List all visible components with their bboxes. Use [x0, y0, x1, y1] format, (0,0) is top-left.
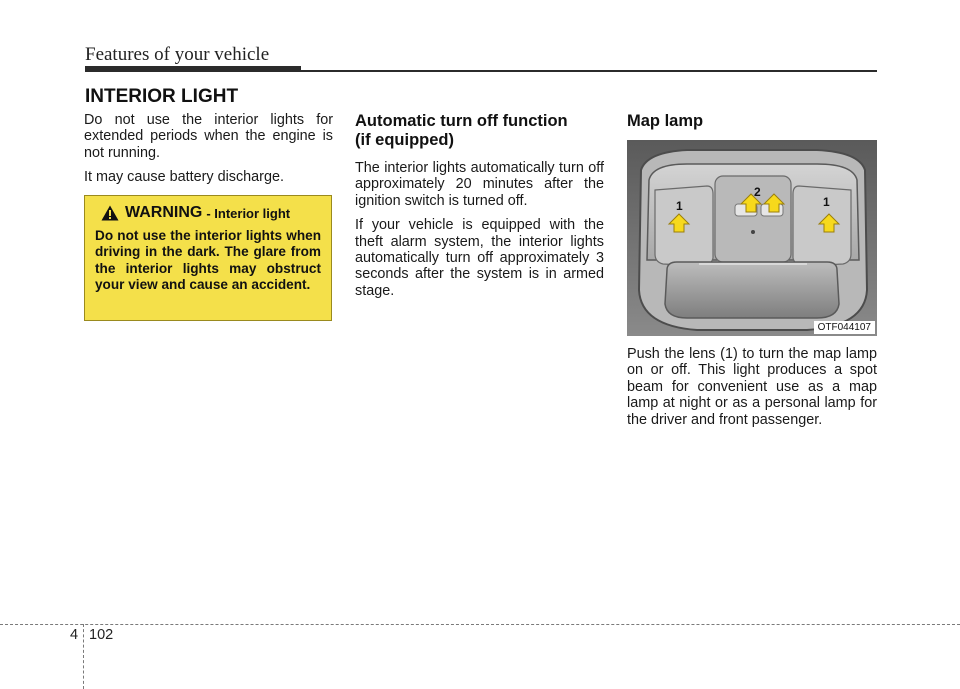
footer-divider — [0, 624, 960, 625]
auto-off-title-line1: Automatic turn off function — [355, 112, 568, 130]
callout-1-right: 1 — [823, 195, 830, 209]
header-bar-thick — [85, 66, 301, 72]
page-number: 102 — [89, 627, 114, 643]
auto-off-title-line2: (if equipped) — [355, 131, 454, 149]
map-lamp-illustration — [627, 140, 877, 336]
footer-vertical-divider — [83, 624, 84, 689]
warning-text: Do not use the interior lights when driving in the dark. The glare from the interior lights may obstruct your view and cause an accident. — [95, 228, 321, 293]
map-lamp-text-block — [627, 346, 877, 436]
section-title: INTERIOR LIGHT — [85, 86, 239, 107]
header-title: Features of your vehicle — [85, 44, 270, 65]
callout-1-left: 1 — [676, 199, 683, 213]
map-lamp-figure — [627, 140, 877, 336]
map-lamp-title: Map lamp — [627, 112, 704, 130]
warning-box — [84, 195, 332, 321]
intro-column — [84, 112, 333, 194]
warning-header — [101, 204, 321, 222]
auto-off-column — [355, 112, 604, 307]
auto-off-paragraph-1: The interior lights automatically turn off approximately 20 minutes after the ignition switch is turned off. — [355, 160, 604, 209]
map-lamp-description: Push the lens (1) to turn the map lamp on or off. This light produces a spot beam for convenient use as a map lamp at night or as a personal lamp for the driver and front passenger. — [627, 346, 877, 428]
auto-off-paragraph-2: If your vehicle is equipped with the theft alarm system, the interior lights automatically turn off approximately 3 seconds after the system is in armed stage. — [355, 217, 604, 299]
intro-paragraph-2: It may cause battery discharge. — [84, 169, 284, 186]
warning-title: WARNING — [125, 204, 203, 221]
figure-code: OTF044107 — [814, 321, 875, 334]
map-lamp-column — [627, 112, 876, 141]
warning-subtitle: - Interior light — [206, 205, 291, 221]
chapter-number: 4 — [70, 627, 79, 643]
auto-off-title — [355, 112, 604, 150]
header-bar-thin — [300, 70, 877, 72]
warning-triangle-icon — [101, 205, 119, 221]
intro-paragraph-1: Do not use the interior lights for extended periods when the engine is not running. — [84, 112, 333, 161]
callout-2: 2 — [754, 185, 761, 199]
